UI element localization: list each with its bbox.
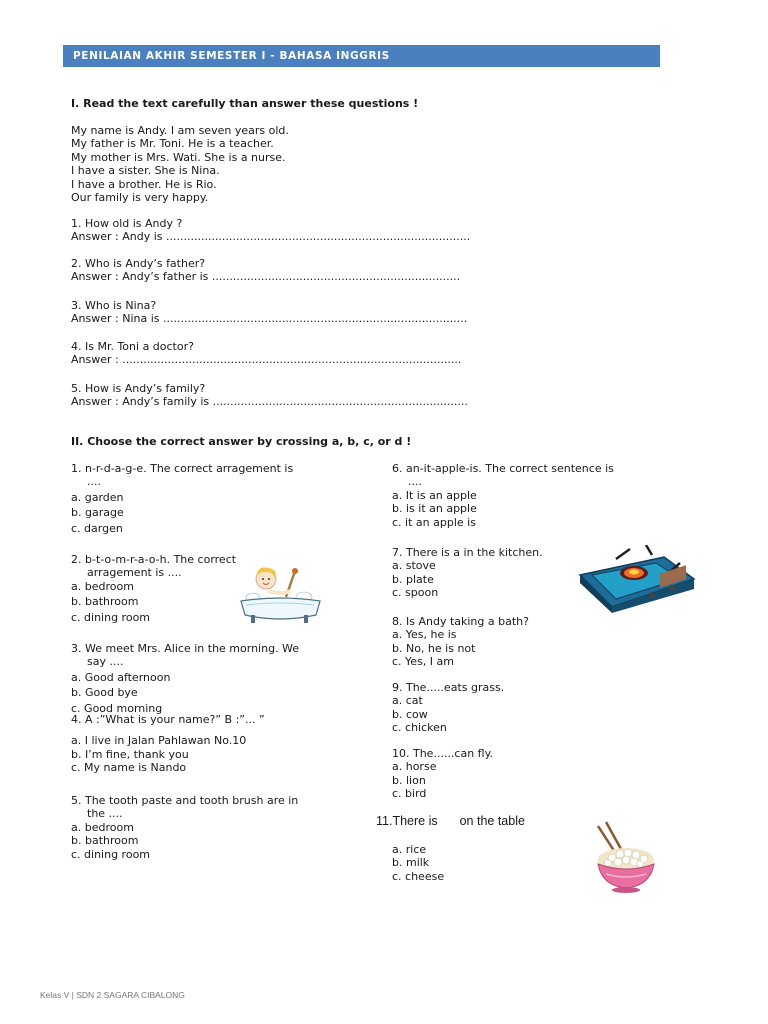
mc-question-1: [71, 462, 293, 535]
option-a[interactable]: a. Good afternoon: [71, 670, 171, 684]
passage-line: My father is Mr. Toni. He is a teacher.: [71, 137, 274, 151]
page-header-banner: [63, 45, 660, 67]
mc-question-10: [392, 747, 493, 801]
stove-illustration: [576, 545, 698, 613]
answer-line[interactable]: Answer : Andy’s father is .......................................................................: [71, 270, 461, 284]
option-b[interactable]: b. Good bye: [71, 686, 138, 700]
mc-question-11-options: [392, 843, 444, 883]
option-a[interactable]: a. bedroom: [71, 579, 134, 593]
option-a[interactable]: a. Yes, he is: [392, 628, 457, 642]
question-text: 1. n-r-d-a-g-e. The correct arragement is: [71, 462, 294, 475]
mc-question-6: [392, 462, 614, 529]
question-text: ....: [87, 475, 101, 489]
mc-question-4: [71, 713, 265, 775]
rice-bowl-illustration: [590, 820, 660, 894]
question-1: [71, 217, 470, 244]
question-text: 2. Who is Andy’s father?: [71, 257, 206, 270]
page-footer: Kelas V | SDN 2 SAGARA CIBALONG: [40, 990, 185, 1000]
question-text: the ....: [87, 807, 123, 821]
page-header-title: PENILAIAN AKHIR SEMESTER I - BAHASA INGGRIS: [73, 50, 390, 62]
option-c[interactable]: c. chicken: [392, 721, 447, 735]
answer-line[interactable]: Answer : Andy is .......................................................................................: [71, 230, 471, 244]
option-b[interactable]: b. lion: [392, 773, 426, 787]
option-a[interactable]: a. stove: [392, 559, 436, 573]
option-a[interactable]: a. It is an apple: [392, 488, 477, 502]
question-4: [71, 340, 461, 367]
option-c[interactable]: c. it an apple is: [392, 515, 476, 529]
question-text: 9. The.....eats grass.: [392, 681, 505, 694]
option-a[interactable]: a. rice: [392, 843, 427, 856]
passage-line: I have a sister. She is Nina.: [71, 164, 220, 178]
option-b[interactable]: b. No, he is not: [392, 641, 476, 655]
option-c[interactable]: c. Yes, I am: [392, 655, 454, 669]
section2-title: II. Choose the correct answer by crossing a, b, c, or d !: [71, 435, 412, 448]
option-b[interactable]: b. is it an apple: [392, 502, 477, 516]
question-text: 5. How is Andy’s family?: [71, 382, 206, 395]
option-b[interactable]: b. plate: [392, 572, 434, 586]
passage-line: My name is Andy. I am seven years old.: [71, 124, 289, 137]
answer-line[interactable]: Answer : Nina is .......................................................................................: [71, 312, 468, 326]
question-5: [71, 382, 468, 409]
mc-question-9: [392, 681, 504, 735]
question-text: say ....: [87, 655, 124, 669]
mc-question-3: [71, 642, 299, 715]
question-text: 10. The......can fly.: [392, 747, 494, 760]
mc-question-11-text: [376, 815, 525, 828]
passage-line: Our family is very happy.: [71, 190, 209, 204]
question-text: 3. We meet Mrs. Alice in the morning. We: [71, 642, 300, 655]
option-c[interactable]: c. dargen: [71, 521, 123, 535]
option-c[interactable]: c. dining room: [71, 847, 151, 861]
option-b[interactable]: b. garage: [71, 506, 124, 520]
bathtub-illustration: [238, 565, 322, 627]
option-b[interactable]: b. bathroom: [71, 595, 139, 609]
mc-question-2: [71, 553, 236, 624]
option-b[interactable]: b. milk: [392, 856, 430, 870]
passage-line: My mother is Mrs. Wati. She is a nurse.: [71, 150, 286, 164]
mc-question-5: [71, 794, 298, 861]
section1-title: I. Read the text carefully than answer these questions !: [71, 97, 419, 110]
answer-line[interactable]: Answer : .................................................................................................: [71, 353, 462, 367]
option-c[interactable]: c. Good morning: [71, 701, 163, 715]
question-text: 2. b-t-o-m-r-a-o-h. The correct: [71, 553, 237, 566]
option-a[interactable]: a. cat: [392, 694, 423, 708]
question-text: 8. Is Andy taking a bath?: [392, 615, 529, 628]
mc-question-7: [392, 546, 543, 600]
mc-question-8: [392, 615, 529, 669]
option-a[interactable]: a. horse: [392, 760, 437, 774]
question-text: 7. There is a in the kitchen.: [392, 546, 543, 559]
question-text: ....: [408, 475, 422, 489]
option-b[interactable]: b. I’m fine, thank you: [71, 747, 189, 761]
option-c[interactable]: c. My name is Nando: [71, 761, 187, 775]
question-suffix: on the table: [459, 814, 525, 828]
option-c[interactable]: c. dining room: [71, 610, 151, 624]
question-text: arragement is ....: [87, 566, 182, 580]
question-text: 4. Is Mr. Toni a doctor?: [71, 340, 194, 353]
passage-line: I have a brother. He is Rio.: [71, 177, 217, 191]
option-a[interactable]: a. garden: [71, 490, 124, 504]
option-c[interactable]: c. spoon: [392, 586, 439, 600]
option-a[interactable]: a. bedroom: [71, 820, 134, 834]
question-text: 6. an-it-apple-is. The correct sentence is: [392, 462, 614, 475]
option-b[interactable]: b. cow: [392, 707, 428, 721]
option-c[interactable]: c. cheese: [392, 869, 445, 883]
question-text: 4. A :”What is your name?” B :”... ”: [71, 713, 265, 726]
option-c[interactable]: c. bird: [392, 787, 427, 801]
question-3: [71, 299, 467, 326]
question-text: 1. How old is Andy ?: [71, 217, 183, 230]
option-b[interactable]: b. bathroom: [71, 834, 139, 848]
question-text: 3. Who is Nina?: [71, 299, 157, 312]
question-2: [71, 257, 460, 284]
option-a[interactable]: a. I live in Jalan Pahlawan No.10: [71, 734, 247, 748]
question-text: 5. The tooth paste and tooth brush are in: [71, 794, 299, 807]
question-prefix: 11.There is: [376, 814, 438, 828]
answer-line[interactable]: Answer : Andy’s family is .........................................................................: [71, 395, 468, 409]
reading-passage: [71, 124, 289, 204]
